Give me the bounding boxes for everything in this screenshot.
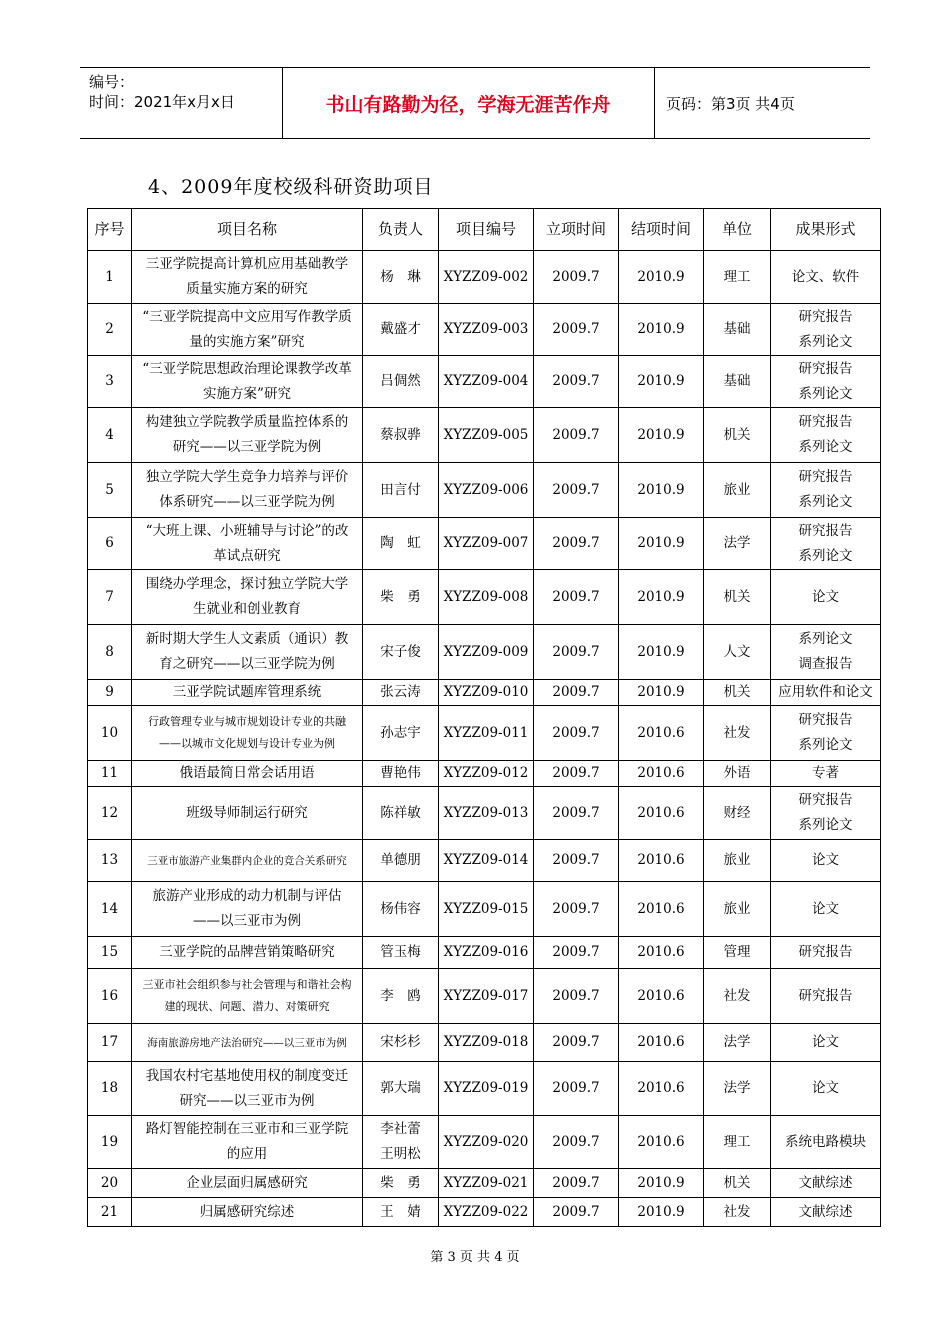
header-motto: 书山有路勤为径，学海无涯苦作舟: [325, 93, 611, 116]
cell-unit: 基础: [704, 304, 771, 356]
cell-no: 8: [88, 625, 132, 680]
cell-project-name-line: 归属感研究综述: [199, 1203, 295, 1220]
cell-leader-line: 陈祥敏: [380, 804, 421, 821]
cell-no: 15: [88, 937, 132, 969]
cell-project-name-line: 研究——以三亚市为例: [179, 1092, 315, 1109]
cell-result-form: [771, 1116, 881, 1169]
cell-leader-line: 李 鸥: [380, 987, 421, 1004]
cell-project-name: [132, 706, 363, 761]
cell-start-time: 2009.7: [534, 937, 619, 969]
cell-no: 6: [88, 518, 132, 570]
cell-project-code: XYZZ09-010: [439, 680, 534, 706]
header-meta: [89, 72, 235, 112]
cell-leader-line: 曹艳伟: [380, 765, 421, 781]
cell-no: 18: [88, 1062, 132, 1116]
cell-leader-line: 宋杉杉: [380, 1034, 421, 1050]
table-row: [88, 937, 881, 969]
cell-end-time: 2010.9: [619, 680, 704, 706]
cell-unit: 社发: [704, 706, 771, 761]
cell-result-form-line: 应用软件和论文: [778, 684, 873, 700]
cell-project-code: XYZZ09-004: [439, 356, 534, 408]
cell-project-code: XYZZ09-011: [439, 706, 534, 761]
cell-project-name-line: “大班上课、小班辅导与讨论”的改: [145, 522, 349, 539]
cell-unit: 基础: [704, 356, 771, 408]
cell-leader: [363, 1169, 439, 1198]
cell-project-name: [132, 251, 363, 304]
cell-project-name: [132, 518, 363, 570]
cell-result-form: [771, 1198, 881, 1227]
cell-result-form-line: 系列论文: [798, 385, 853, 402]
cell-start-time: 2009.7: [534, 761, 619, 787]
cell-unit: 外语: [704, 761, 771, 787]
cell-end-time: 2010.6: [619, 882, 704, 937]
cell-project-name-line: 三亚市社会组织参与社会管理与和谐社会构: [142, 978, 352, 991]
cell-result-form: [771, 408, 881, 463]
cell-end-time: 2010.6: [619, 840, 704, 882]
cell-no: 14: [88, 882, 132, 937]
cell-project-name-line: 旅游产业形成的动力机制与评估: [152, 888, 342, 904]
cell-result-form: [771, 882, 881, 937]
cell-project-name-line: “三亚学院提高中文应用写作教学质: [142, 308, 352, 325]
cell-leader: [363, 625, 439, 680]
cell-no: 3: [88, 356, 132, 408]
cell-project-name-line: 围绕办学理念，探讨独立学院大学: [145, 576, 349, 592]
cell-result-form: [771, 304, 881, 356]
cell-project-name-line: 新时期大学生人文素质（通识）教: [145, 631, 349, 647]
cell-unit: 机关: [704, 1169, 771, 1198]
cell-project-name: [132, 1024, 363, 1062]
cell-project-name-line: 三亚学院提高计算机应用基础教学: [145, 256, 349, 272]
cell-project-name: [132, 761, 363, 787]
cell-project-name: [132, 787, 363, 840]
cell-leader: [363, 761, 439, 787]
cell-leader: [363, 408, 439, 463]
cell-start-time: 2009.7: [534, 969, 619, 1024]
cell-start-time: 2009.7: [534, 304, 619, 356]
cell-result-form-line: 论文: [812, 900, 839, 917]
cell-unit: 社发: [704, 969, 771, 1024]
cell-result-form-line: 研究报告: [798, 792, 853, 808]
cell-leader-line: 杨 琳: [380, 268, 421, 285]
cell-result-form-line: 研究报告: [798, 414, 853, 430]
cell-result-form-line: 系列论文: [798, 817, 853, 833]
cell-result-form: [771, 1062, 881, 1116]
cell-project-name-line: ——以三亚市为例: [193, 913, 301, 929]
page-header: [80, 67, 870, 139]
cell-start-time: 2009.7: [534, 680, 619, 706]
cell-result-form-line: 论文: [812, 588, 839, 605]
cell-end-time: 2010.9: [619, 251, 704, 304]
cell-unit: 法学: [704, 1062, 771, 1116]
cell-leader-line: 郭大瑞: [380, 1080, 421, 1096]
cell-result-form-line: 调查报告: [798, 656, 853, 672]
cell-project-name-line: 海南旅游房地产法治研究——以三亚市为例: [147, 1036, 347, 1049]
cell-project-name-line: ——以城市文化规划与设计专业为例: [159, 737, 335, 750]
table-body: [88, 251, 881, 1227]
cell-no: 10: [88, 706, 132, 761]
cell-project-code: XYZZ09-002: [439, 251, 534, 304]
cell-leader-line: 张云涛: [380, 684, 421, 700]
cell-result-form-line: 研究报告: [798, 308, 853, 325]
cell-result-form-line: 系列论文: [798, 494, 853, 510]
cell-end-time: 2010.9: [619, 356, 704, 408]
cell-end-time: 2010.6: [619, 706, 704, 761]
cell-project-code: XYZZ09-016: [439, 937, 534, 969]
cell-project-name: [132, 356, 363, 408]
cell-leader: [363, 518, 439, 570]
cell-project-name: [132, 1198, 363, 1227]
cell-start-time: 2009.7: [534, 518, 619, 570]
cell-result-form-line: 研究报告: [798, 522, 853, 539]
cell-project-name-line: 量的实施方案”研究: [189, 333, 305, 350]
cell-no: 19: [88, 1116, 132, 1169]
cell-project-name-line: 质量实施方案的研究: [186, 281, 308, 297]
cell-project-name: [132, 969, 363, 1024]
cell-no: 21: [88, 1198, 132, 1227]
cell-project-name: [132, 1116, 363, 1169]
cell-start-time: 2009.7: [534, 625, 619, 680]
header-divider-right: [654, 68, 655, 138]
cell-result-form-line: 文献综述: [798, 1174, 853, 1191]
cell-project-name: [132, 1169, 363, 1198]
cell-leader-line: 李社蕾: [380, 1121, 421, 1137]
cell-project-name-line: 生就业和创业教育: [193, 601, 301, 617]
cell-end-time: 2010.6: [619, 787, 704, 840]
cell-project-name-line: 三亚学院的品牌营销策略研究: [159, 944, 335, 960]
cell-result-form: [771, 706, 881, 761]
cell-result-form-line: 系列论文: [798, 631, 853, 647]
cell-leader: [363, 787, 439, 840]
cell-result-form-line: 系列论文: [798, 333, 853, 350]
cell-unit: 社发: [704, 1198, 771, 1227]
cell-start-time: 2009.7: [534, 1169, 619, 1198]
cell-project-code: XYZZ09-003: [439, 304, 534, 356]
table-row: [88, 251, 881, 304]
cell-leader-line: 陶 虹: [380, 535, 421, 551]
cell-result-form: [771, 680, 881, 706]
table-row: [88, 408, 881, 463]
cell-result-form-line: 论文: [812, 852, 839, 868]
cell-project-name: [132, 937, 363, 969]
cell-result-form-line: 专著: [812, 765, 839, 781]
cell-project-code: XYZZ09-020: [439, 1116, 534, 1169]
header-cell-code: 项目编号: [439, 209, 534, 251]
cell-project-name-line: 体系研究——以三亚学院为例: [159, 494, 335, 510]
cell-project-name-line: 构建独立学院教学质量监控体系的: [145, 414, 349, 430]
cell-unit: 财经: [704, 787, 771, 840]
cell-leader: [363, 1024, 439, 1062]
cell-leader: [363, 1198, 439, 1227]
cell-unit: 人文: [704, 625, 771, 680]
cell-project-name-line: 俄语最简日常会话用语: [179, 765, 315, 781]
table-header-row: [88, 209, 881, 251]
cell-project-code: XYZZ09-019: [439, 1062, 534, 1116]
cell-project-name-line: 实施方案”研究: [203, 385, 291, 402]
cell-project-code: XYZZ09-005: [439, 408, 534, 463]
cell-start-time: 2009.7: [534, 787, 619, 840]
table-row: [88, 1169, 881, 1198]
cell-start-time: 2009.7: [534, 463, 619, 518]
table-row: [88, 1198, 881, 1227]
cell-project-code: XYZZ09-007: [439, 518, 534, 570]
table-row: [88, 1062, 881, 1116]
cell-result-form: [771, 761, 881, 787]
cell-result-form-line: 系列论文: [798, 547, 853, 564]
cell-result-form-line: 研究报告: [798, 712, 853, 728]
cell-no: 2: [88, 304, 132, 356]
cell-leader: [363, 706, 439, 761]
cell-result-form-line: 论文: [812, 1080, 839, 1096]
cell-project-name-line: 三亚市旅游产业集群内企业的竞合关系研究: [147, 854, 347, 867]
cell-leader-line: 蔡叔骅: [380, 426, 421, 443]
cell-end-time: 2010.9: [619, 625, 704, 680]
cell-leader-line: 管玉梅: [380, 944, 421, 960]
cell-project-name: [132, 625, 363, 680]
cell-project-name-line: 班级导师制运行研究: [186, 804, 308, 821]
cell-project-name: [132, 882, 363, 937]
cell-leader: [363, 1116, 439, 1169]
cell-leader-line: 孙志宇: [380, 724, 421, 741]
cell-no: 17: [88, 1024, 132, 1062]
cell-unit: 法学: [704, 1024, 771, 1062]
cell-no: 12: [88, 787, 132, 840]
cell-project-name: [132, 1062, 363, 1116]
cell-project-code: XYZZ09-009: [439, 625, 534, 680]
header-cell-end: 结项时间: [619, 209, 704, 251]
header-cell-unit: 单位: [704, 209, 771, 251]
cell-start-time: 2009.7: [534, 408, 619, 463]
cell-project-code: XYZZ09-015: [439, 882, 534, 937]
cell-leader-line: 戴盛才: [380, 321, 421, 337]
cell-end-time: 2010.6: [619, 1062, 704, 1116]
cell-project-name-line: 革试点研究: [213, 547, 281, 564]
cell-leader-line: 杨伟容: [380, 900, 421, 917]
cell-start-time: 2009.7: [534, 1062, 619, 1116]
cell-no: 5: [88, 463, 132, 518]
cell-leader: [363, 840, 439, 882]
table-row: [88, 1116, 881, 1169]
cell-no: 16: [88, 969, 132, 1024]
cell-result-form: [771, 937, 881, 969]
cell-leader-line: 田言付: [380, 481, 421, 498]
cell-result-form: [771, 356, 881, 408]
cell-project-code: XYZZ09-018: [439, 1024, 534, 1062]
cell-project-name-line: 建的现状、问题、潜力、对策研究: [164, 1000, 330, 1013]
cell-project-name-line: 三亚学院试题库管理系统: [172, 684, 322, 700]
cell-project-name-line: 研究——以三亚学院为例: [172, 439, 322, 455]
cell-project-code: XYZZ09-006: [439, 463, 534, 518]
cell-no: 4: [88, 408, 132, 463]
cell-project-name-line: 独立学院大学生竞争力培养与评价: [145, 469, 349, 485]
cell-end-time: 2010.9: [619, 1169, 704, 1198]
cell-result-form: [771, 251, 881, 304]
cell-result-form: [771, 969, 881, 1024]
cell-project-name-line: 的应用: [226, 1146, 268, 1162]
cell-project-name-line: 育之研究——以三亚学院为例: [159, 656, 335, 672]
cell-result-form-line: 论文: [812, 1034, 839, 1050]
cell-project-code: XYZZ09-013: [439, 787, 534, 840]
cell-unit: 旅业: [704, 882, 771, 937]
cell-unit: 机关: [704, 408, 771, 463]
cell-project-name: [132, 680, 363, 706]
cell-result-form-line: 文献综述: [798, 1203, 853, 1220]
cell-project-name: [132, 840, 363, 882]
cell-unit: 旅业: [704, 463, 771, 518]
cell-project-name: [132, 304, 363, 356]
cell-result-form-line: 研究报告: [798, 944, 853, 960]
cell-end-time: 2010.6: [619, 1116, 704, 1169]
table-row: [88, 1024, 881, 1062]
cell-leader: [363, 356, 439, 408]
cell-leader: [363, 463, 439, 518]
cell-no: 20: [88, 1169, 132, 1198]
cell-result-form: [771, 1024, 881, 1062]
cell-result-form-line: 研究报告: [798, 987, 853, 1004]
cell-no: 11: [88, 761, 132, 787]
cell-end-time: 2010.6: [619, 969, 704, 1024]
cell-end-time: 2010.6: [619, 761, 704, 787]
cell-end-time: 2010.6: [619, 937, 704, 969]
cell-project-name: [132, 408, 363, 463]
cell-project-name-line: 我国农村宅基地使用权的制度变迁: [145, 1067, 349, 1084]
table-row: [88, 518, 881, 570]
cell-project-code: XYZZ09-008: [439, 570, 534, 625]
cell-result-form: [771, 787, 881, 840]
cell-unit: 机关: [704, 680, 771, 706]
cell-leader: [363, 304, 439, 356]
header-cell-start: 立项时间: [534, 209, 619, 251]
cell-leader-line: 单德朋: [380, 852, 421, 868]
cell-leader: [363, 937, 439, 969]
cell-unit: 机关: [704, 570, 771, 625]
table-row: [88, 840, 881, 882]
cell-no: 7: [88, 570, 132, 625]
cell-project-name: [132, 463, 363, 518]
cell-no: 13: [88, 840, 132, 882]
cell-result-form: [771, 625, 881, 680]
cell-unit: 旅业: [704, 840, 771, 882]
project-table: [87, 208, 881, 1227]
header-page-number: 页码：第3页 共4页: [666, 94, 795, 113]
cell-end-time: 2010.9: [619, 1198, 704, 1227]
table-row: [88, 882, 881, 937]
cell-result-form-line: 论文、软件: [791, 268, 860, 285]
cell-leader-line: 柴 勇: [380, 588, 421, 605]
table-row: [88, 463, 881, 518]
cell-unit: 法学: [704, 518, 771, 570]
header-cell-no: 序号: [88, 209, 132, 251]
cell-start-time: 2009.7: [534, 1116, 619, 1169]
cell-leader-line: 宋子俊: [380, 643, 421, 660]
cell-leader-line: 王 婧: [380, 1203, 421, 1220]
cell-end-time: 2010.6: [619, 1024, 704, 1062]
cell-project-name: [132, 570, 363, 625]
table-row: [88, 706, 881, 761]
table-row: [88, 356, 881, 408]
cell-project-code: XYZZ09-021: [439, 1169, 534, 1198]
header-cell-result: 成果形式: [771, 209, 881, 251]
table-row: [88, 625, 881, 680]
cell-leader: [363, 251, 439, 304]
cell-project-name-line: “三亚学院思想政治理论课教学改革: [142, 360, 352, 377]
cell-leader: [363, 1062, 439, 1116]
cell-project-code: XYZZ09-012: [439, 761, 534, 787]
cell-result-form-line: 系统电路模块: [785, 1133, 866, 1150]
cell-end-time: 2010.9: [619, 304, 704, 356]
cell-result-form-line: 系列论文: [798, 439, 853, 455]
cell-project-code: XYZZ09-014: [439, 840, 534, 882]
cell-result-form: [771, 463, 881, 518]
header-cell-leader: 负责人: [363, 209, 439, 251]
cell-start-time: 2009.7: [534, 840, 619, 882]
cell-result-form: [771, 840, 881, 882]
cell-project-name-line: 企业层面归属感研究: [186, 1174, 308, 1191]
cell-start-time: 2009.7: [534, 356, 619, 408]
cell-leader-line: 吕倜然: [380, 373, 421, 389]
cell-result-form-line: 系列论文: [798, 737, 853, 753]
cell-start-time: 2009.7: [534, 1198, 619, 1227]
header-number: 编号：: [89, 73, 135, 91]
table-row: [88, 761, 881, 787]
cell-unit: 管理: [704, 937, 771, 969]
cell-result-form-line: 研究报告: [798, 469, 853, 485]
cell-leader: [363, 882, 439, 937]
cell-unit: 理工: [704, 251, 771, 304]
cell-leader: [363, 680, 439, 706]
cell-end-time: 2010.9: [619, 463, 704, 518]
cell-end-time: 2010.9: [619, 408, 704, 463]
cell-result-form: [771, 1169, 881, 1198]
cell-project-name-line: 行政管理专业与城市规划设计专业的共融: [148, 715, 346, 728]
cell-leader: [363, 570, 439, 625]
cell-leader-line: 柴 勇: [380, 1174, 421, 1191]
cell-start-time: 2009.7: [534, 706, 619, 761]
cell-start-time: 2009.7: [534, 251, 619, 304]
table-row: [88, 304, 881, 356]
cell-no: 1: [88, 251, 132, 304]
cell-result-form: [771, 518, 881, 570]
cell-start-time: 2009.7: [534, 570, 619, 625]
cell-start-time: 2009.7: [534, 1024, 619, 1062]
cell-end-time: 2010.9: [619, 570, 704, 625]
cell-result-form-line: 研究报告: [798, 360, 853, 377]
cell-unit: 理工: [704, 1116, 771, 1169]
page-footer: 第 3 页 共 4 页: [430, 1250, 520, 1265]
header-cell-name: 项目名称: [132, 209, 363, 251]
cell-project-code: XYZZ09-017: [439, 969, 534, 1024]
cell-leader: [363, 969, 439, 1024]
header-date: 时间：2021年x月x日: [89, 93, 235, 111]
cell-project-code: XYZZ09-022: [439, 1198, 534, 1227]
cell-start-time: 2009.7: [534, 882, 619, 937]
cell-end-time: 2010.9: [619, 518, 704, 570]
section-title: 4、2009年度校级科研资助项目: [148, 176, 434, 198]
table-row: [88, 570, 881, 625]
table-row: [88, 680, 881, 706]
cell-result-form: [771, 570, 881, 625]
table-row: [88, 787, 881, 840]
cell-project-name-line: 路灯智能控制在三亚市和三亚学院: [145, 1121, 349, 1137]
table-row: [88, 969, 881, 1024]
cell-leader-line: 王明松: [380, 1146, 421, 1162]
cell-no: 9: [88, 680, 132, 706]
